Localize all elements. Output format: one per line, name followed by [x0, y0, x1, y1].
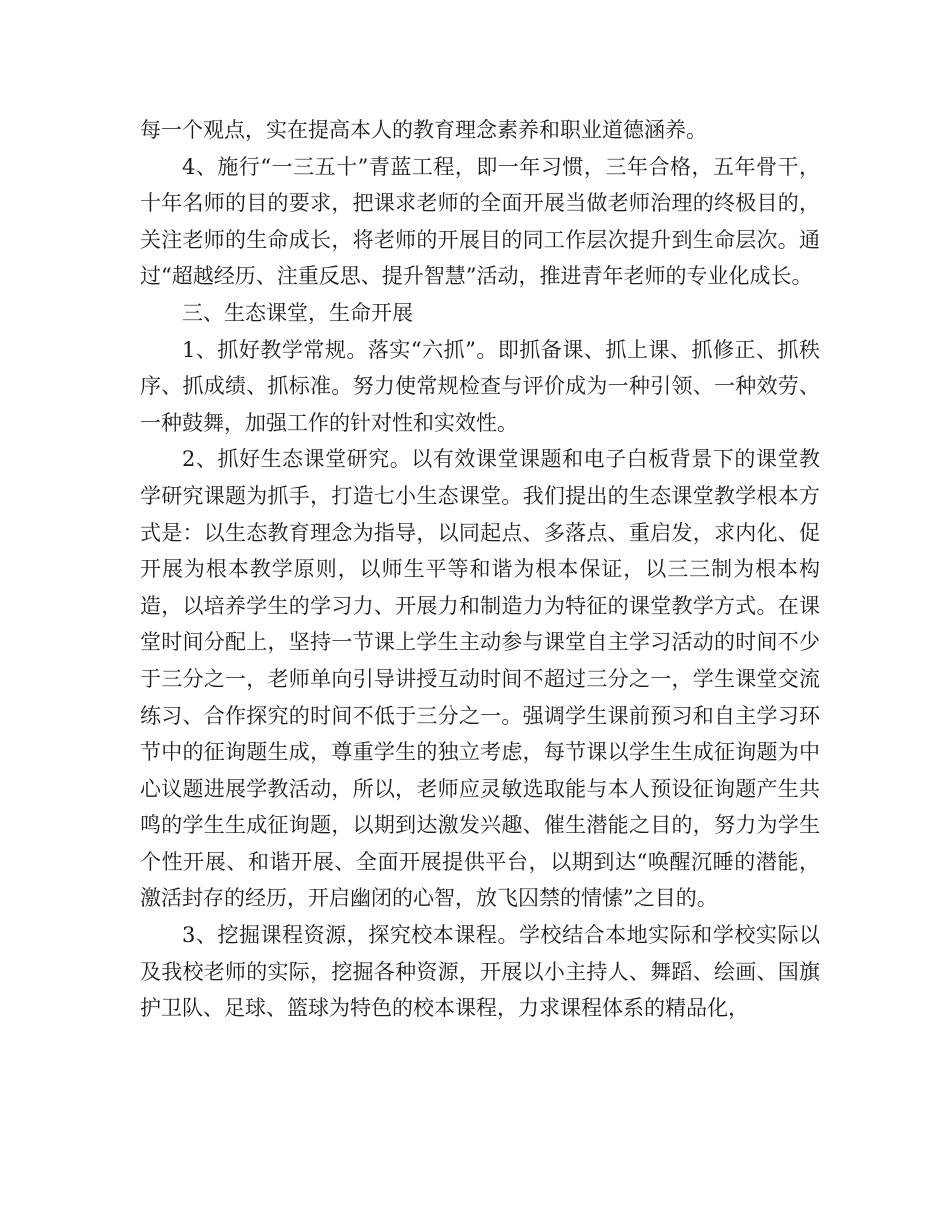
- paragraph-item-1-teaching-routine: 1、抓好教学常规。落实“六抓”。即抓备课、抓上课、抓修正、抓秩序、抓成绩、抓标准。努力使常规检查与评价成为一种引领、一种效劳、一种鼓舞，加强工作的针对性和实效性。: [140, 337, 820, 435]
- document-body: [140, 112, 820, 1027]
- paragraph-item-4-qinglan-project: 4、施行“一三五十”青蓝工程，即一年习惯，三年合格，五年骨干，十年名师的目的要求，把课求老师的全面开展当做老师治理的终极目的，关注老师的生命成长，将老师的开展目的同工作层次提升到生命层次。通过“超越经历、注重反思、提升智慧”活动，推进青年老师的专业化成长。: [140, 154, 820, 289]
- section-heading-eco-classroom: 三、生态课堂，生命开展: [182, 300, 413, 325]
- paragraph-item-3-school-curriculum: 3、挖掘课程资源，探究校本课程。学校结合本地实际和学校实际以及我校老师的实际，挖掘各种资源，开展以小主持人、舞蹈、绘画、国旗护卫队、足球、篮球为特色的校本课程，力求课程体系的精品化，: [140, 923, 820, 1021]
- paragraph-item-2-eco-classroom-research: 2、抓好生态课堂研究。以有效课堂课题和电子白板背景下的课堂教学研究课题为抓手，打造七小生态课堂。我们提出的生态课堂教学根本方式是：以生态教育理念为指导，以同起点、多落点、重启发，求内化、促开展为根本教学原则，以师生平等和谐为根本保证，以三三制为根本构造，以培养学生的学习力、开展力和制造力为特征的课堂教学方式。在课堂时间分配上，坚持一节课上学生主动参与课堂自主学习活动的时间不少于三分之一，老师单向引导讲授互动时间不超过三分之一，学生课堂交流练习、合作探究的时间不低于三分之一。强调学生课前预习和自主学习环节中的征询题生成，尊重学生的独立考虑，每节课以学生生成征询题为中心议题进展学教活动，所以，老师应灵敏选取能与本人预设征询题产生共鸣的学生生成征询题，以期到达激发兴趣、催生潜能之目的，努力为学生个性开展、和谐开展、全面开展提供平台，以期到达“唤醒沉睡的潜能，激活封存的经历，开启幽闭的心智，放飞囚禁的情愫”之目的。: [140, 447, 820, 911]
- paragraph-continuation: 每一个观点，实在提高本人的教育理念素养和职业道德涵养。: [140, 118, 707, 142]
